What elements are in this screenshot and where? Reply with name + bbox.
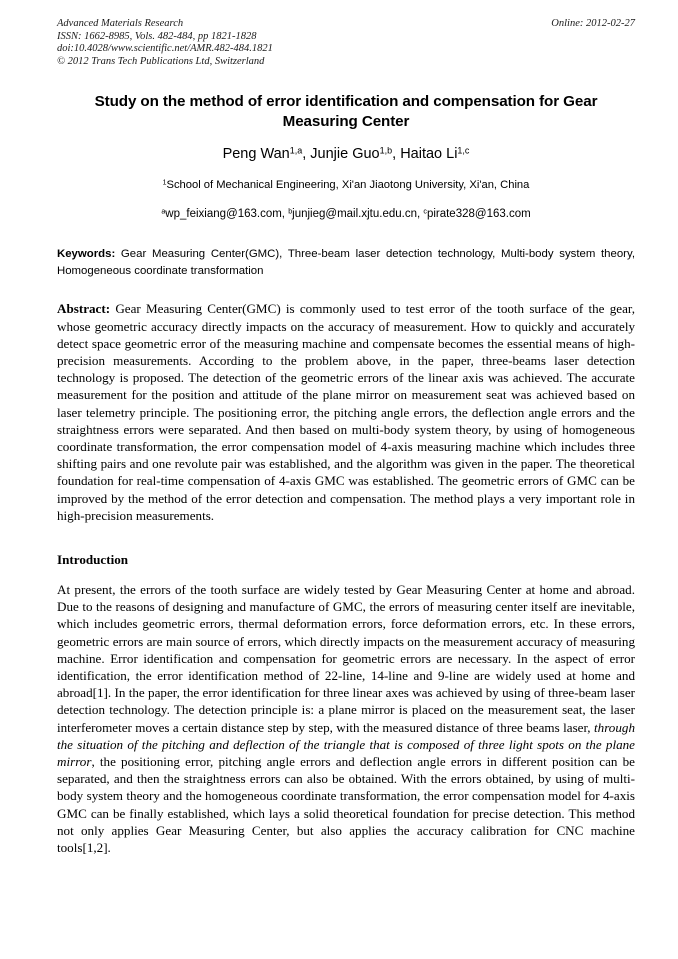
author-list xyxy=(57,145,635,164)
email-address-b: junjieg@mail.xjtu.edu.cn, xyxy=(292,208,424,221)
affiliation-text: School of Mechanical Engineering, Xi'an Jiaotong University, Xi'an, China xyxy=(166,179,530,192)
author-affiliation-marker-2: 1,b xyxy=(379,145,393,156)
author-affiliation-marker-1: 1,a xyxy=(289,145,303,156)
introduction-text-part1: At present, the errors of the tooth surface are widely tested by Gear Measuring Center at home and abroad. Due to the reasons of designing and manufacture of GMC, the errors of measuring center itself are inevitable, which includes geometric errors, thermal deformation errors, force deformation errors, etc. In these errors, geometric errors are main source of errors, which directly impacts on the measurement accuracy of measuring machine. Error identification and compensation for geometric errors are necessary. In the aspect of error identification, the error identification method of 22-line, 14-line and 9-line are widely used at home and abroad[1]. In the paper, the error identification for three linear axes was achieved by using of three-beam laser detection technology. The detection principle is: a plane mirror is placed on the measurement seat, the laser interferometer moves a certain distance step by step, with the measured distance of three beams laser, xyxy=(57,582,635,735)
email-marker-a: a xyxy=(161,207,166,216)
section-heading-introduction: Introduction xyxy=(57,552,129,568)
journal-copyright: © 2012 Trans Tech Publications Ltd, Switzerland xyxy=(57,55,265,67)
journal-issn-volume: ISSN: 1662-8985, Vols. 482-484, pp 1821-1828 xyxy=(57,30,257,42)
introduction-paragraph xyxy=(57,581,635,856)
author-affiliation-marker-3: 1,c xyxy=(457,145,470,156)
affiliation xyxy=(57,178,635,193)
journal-header xyxy=(57,18,635,68)
journal-doi: doi:10.4028/www.scientific.net/AMR.482-484.1821 xyxy=(57,43,273,55)
keywords-section xyxy=(57,246,635,279)
author-name-1: Peng Wan xyxy=(222,146,290,163)
email-marker-c: c xyxy=(423,207,427,216)
page-title: Study on the method of error identification and compensation for Gear Measuring Center xyxy=(94,93,598,131)
author-emails xyxy=(57,207,635,222)
email-address-c: pirate328@163.com xyxy=(426,208,531,221)
abstract-label: Abstract: xyxy=(57,301,111,317)
introduction-text-emphasis: through the situation of the pitching and deflection of the triangle that is composed of three light spots on the plane mirror xyxy=(57,719,635,770)
author-separator-2: , xyxy=(392,146,401,163)
journal-name: Advanced Materials Research xyxy=(57,18,184,29)
abstract-text: Gear Measuring Center(GMC) is commonly used to test error of the tooth surface of the gear, whose geometric accuracy directly impacts on the accuracy of measurement. How to quickly and accurately detect space geometric error of the measuring machine and compensate becomes the essential means of high-precision measurements. According to the problem above, in the paper, three-beams laser detection technology is proposed. The detection of the geometric errors of the linear axis was achieved. The accurate measurement for the position and attitude of the plane mirror on measurement seat was achieved based on laser telemetry principle. The positioning error, the pitching angle errors, the deflection angle errors and the straightness errors were separated. And then based on multi-body system theory, by using of homogeneous coordinate transformation, the error compensation model of 4-axis measuring machine which includes three shifting pairs and one revolute pair was established, and the algorithm was given in the paper. The theoretical foundation for real-time compensation of 4-axis GMC was established. The geometric errors of GMC can be improved by the method of the error detection and compensation. The method plays a very important role in high-precision measurements. xyxy=(57,301,635,523)
introduction-text-part2: , the positioning error, pitching angle errors and deflection angle errors in different position can be separated, and then the straightness errors can also be obtained. With the errors obtained, by using of multi-body system theory and the homogeneous coordinate transformation, the error compensation model for 4-axis GMC can be finally established, which lays a solid theoretical foundation for precise detection. This method not only applies Gear Measuring Center, but also applies the accuracy calibration for CNC machine tools[1,2]. xyxy=(57,754,635,856)
email-address-a: wp_feixiang@163.com, xyxy=(165,208,289,221)
author-name-3: Haitao Li xyxy=(400,146,458,163)
author-name-2: Junjie Guo xyxy=(310,146,380,163)
author-separator-1: , xyxy=(302,146,311,163)
keywords-label: Keywords: xyxy=(57,248,116,261)
affiliation-marker: 1 xyxy=(162,179,167,187)
online-publication-date: Online: 2012-02-27 xyxy=(551,18,635,29)
abstract-section xyxy=(57,300,635,524)
email-marker-b: b xyxy=(288,207,293,216)
keywords-text: Gear Measuring Center(GMC), Three-beam laser detection technology, Multi-body system theory, Homogeneous coordinate transformation xyxy=(57,248,635,277)
